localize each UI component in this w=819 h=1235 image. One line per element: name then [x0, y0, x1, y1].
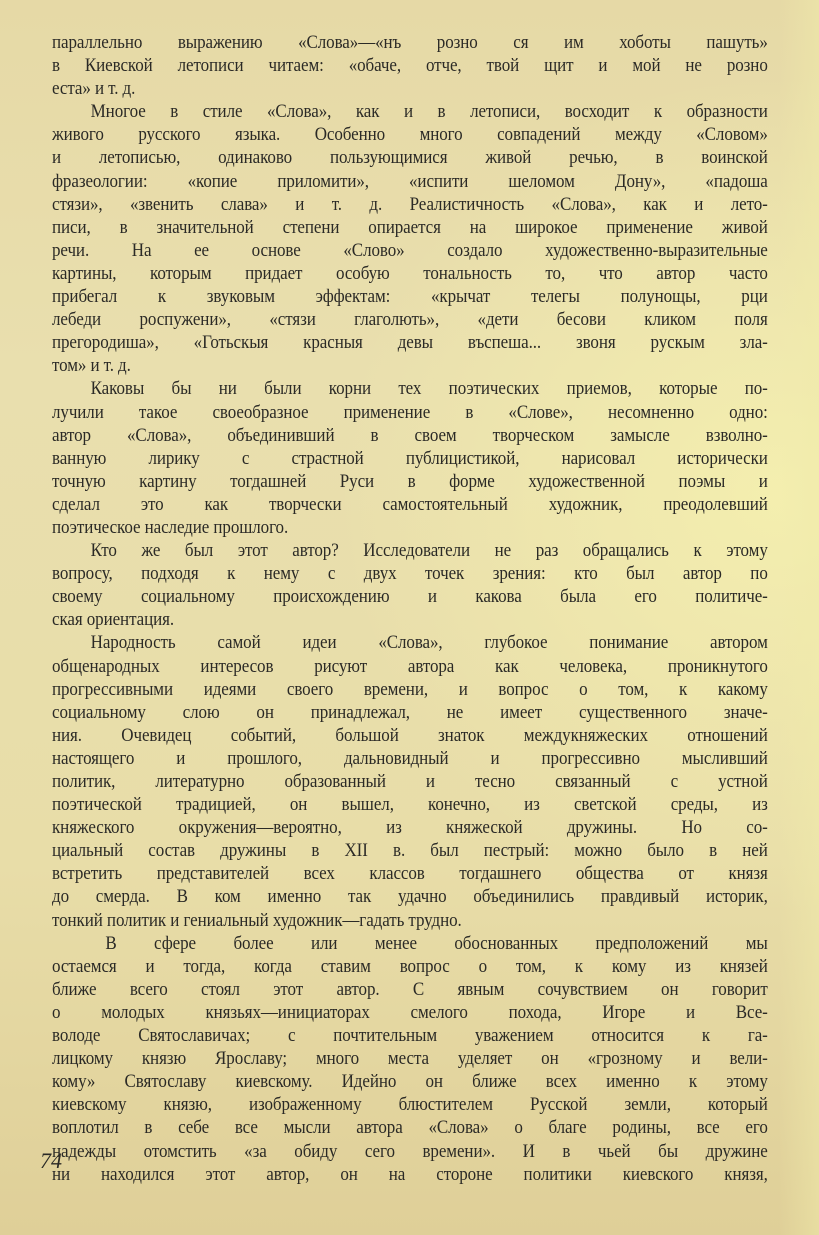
text-line: политик, литературно образованный и тесно связанный с устной [52, 772, 768, 792]
text-line: княжеского окружения—вероятно, из княжеской дружины. Но со- [52, 818, 768, 839]
text-line: ния. Очевидец событий, большой знаток междукняжеских отношений [52, 725, 768, 746]
text-line: ближе всего стоял этот автор. С явным сочувствием он говорит [52, 979, 768, 1000]
text-line: поэтической традицией, он вышел, конечно, из светской среды, из [52, 795, 768, 816]
text-line: живого русского языка. Особенно много совпадений между «Словом» [52, 125, 768, 146]
text-line: прегородиша», «Готьскыя красныя девы въспеша... звоня рускым зла- [52, 333, 768, 354]
text-line: надежды отомстить «за обиду сего времени». И в чьей бы дружине [52, 1141, 768, 1162]
text-line: прогрессивными идеями своего времени, и вопрос о том, к какому [52, 679, 768, 700]
text-line: циальный состав дружины в XII в. был пестрый: можно было в ней [52, 841, 768, 862]
text-line: Народность самой идеи «Слова», глубокое понимание автором [90, 633, 768, 654]
text-line: картины, которым придает особую тональность то, что автор часто [52, 263, 768, 284]
text-line: встретить представителей всех классов тогдашнего общества от князя [52, 864, 768, 885]
text-line: ни находился этот автор, он на стороне политики киевского князя, [52, 1164, 768, 1185]
text-line: В сфере более или менее обоснованных предположений мы [105, 933, 768, 954]
text-line: социальному слою он принадлежал, не имеет существенного значе- [52, 702, 768, 723]
text-line: сделал это как творчески самостоятельный художник, преодолевший [52, 494, 768, 515]
text-line: своему социальному происхождению и какова была его политиче- [52, 587, 768, 608]
text-line: Многое в стиле «Слова», как и в летописи, восходит к образности [90, 102, 768, 123]
text-line: фразеологии: «копие приломити», «испити шеломом Дону», «падоша [52, 171, 768, 192]
page-body [52, 32, 768, 1187]
text-line: прибегал к звуковым эффектам: «крычат телегы полунощы, рци [52, 287, 768, 308]
text-line: параллельно выражению «Слова»—«нъ розно ся им хоботы пашуть» [52, 33, 768, 53]
text-line: воплотил в себе все мысли автора «Слова» о благе родины, все его [52, 1118, 768, 1139]
text-line: остаемся и тогда, когда ставим вопрос о том, к кому из князей [52, 956, 768, 977]
text-line: в Киевской летописи читаем: «обаче, отче, твой щит и мой не розно [52, 56, 768, 77]
text-line: вопросу, подходя к нему с двух точек зрения: кто был автор по [52, 564, 768, 585]
text-line: писи, в значительной степени опирается на широкое применение живой [52, 217, 768, 238]
text-line: киевскому князю, изображенному блюстителем Русской земли, который [52, 1095, 768, 1116]
text-line: лицкому князю Ярославу; много места уделяет он «грозному и вели- [52, 1049, 768, 1070]
text-line: о молодых князьях—инициаторах смелого похода, Игоре и Все- [52, 1002, 768, 1023]
text-line: ванную лирику с страстной публицистикой, нарисовал исторически [52, 448, 768, 469]
text-line: и летописью, одинаково пользующимися живой речью, в воинской [52, 148, 768, 169]
text-line: лебеди роспужени», «стязи глаголють», «дети бесови кликом поля [52, 310, 768, 331]
text-line: поэтическое наследие прошлого. [52, 517, 289, 538]
text-line: речи. На ее основе «Слово» создало художественно-выразительные [52, 240, 768, 261]
text-line: володе Святославичах; с почтительным уважением относится к га- [52, 1026, 768, 1047]
text-line: настоящего и прошлого, дальновидный и прогрессивно мысливший [52, 748, 768, 769]
text-line: тонкий политик и гениальный художник—гадать трудно. [52, 910, 462, 931]
text-line: кому» Святославу киевскому. Идейно он ближе всех именно к этому [52, 1072, 768, 1093]
text-line: Каковы бы ни были корни тех поэтических приемов, которые по- [90, 379, 768, 400]
text-line: ская ориентация. [52, 610, 175, 631]
text-line: точную картину тогдашней Руси в форме художественной поэмы и [52, 471, 768, 492]
text-line: общенародных интересов рисуют автора как человека, проникнутого [52, 656, 768, 677]
text-line: автор «Слова», объединивший в своем творческом замысле взволно- [52, 425, 768, 446]
text-line: до смерда. В ком именно так удачно объединились правдивый историк, [52, 887, 768, 908]
text-line: том» и т. д. [52, 356, 131, 377]
text-line: Кто же был этот автор? Исследователи не раз обращались к этому [90, 541, 768, 562]
text-line: лучили такое своеобразное применение в «Слове», несомненно одно: [52, 402, 768, 423]
page-number: 74 [40, 1148, 62, 1173]
text-line: еста» и т. д. [52, 79, 136, 100]
page-edge-shading [779, 0, 819, 1235]
text-line: стязи», «звенить слава» и т. д. Реалистичность «Слова», как и лето- [52, 194, 768, 215]
